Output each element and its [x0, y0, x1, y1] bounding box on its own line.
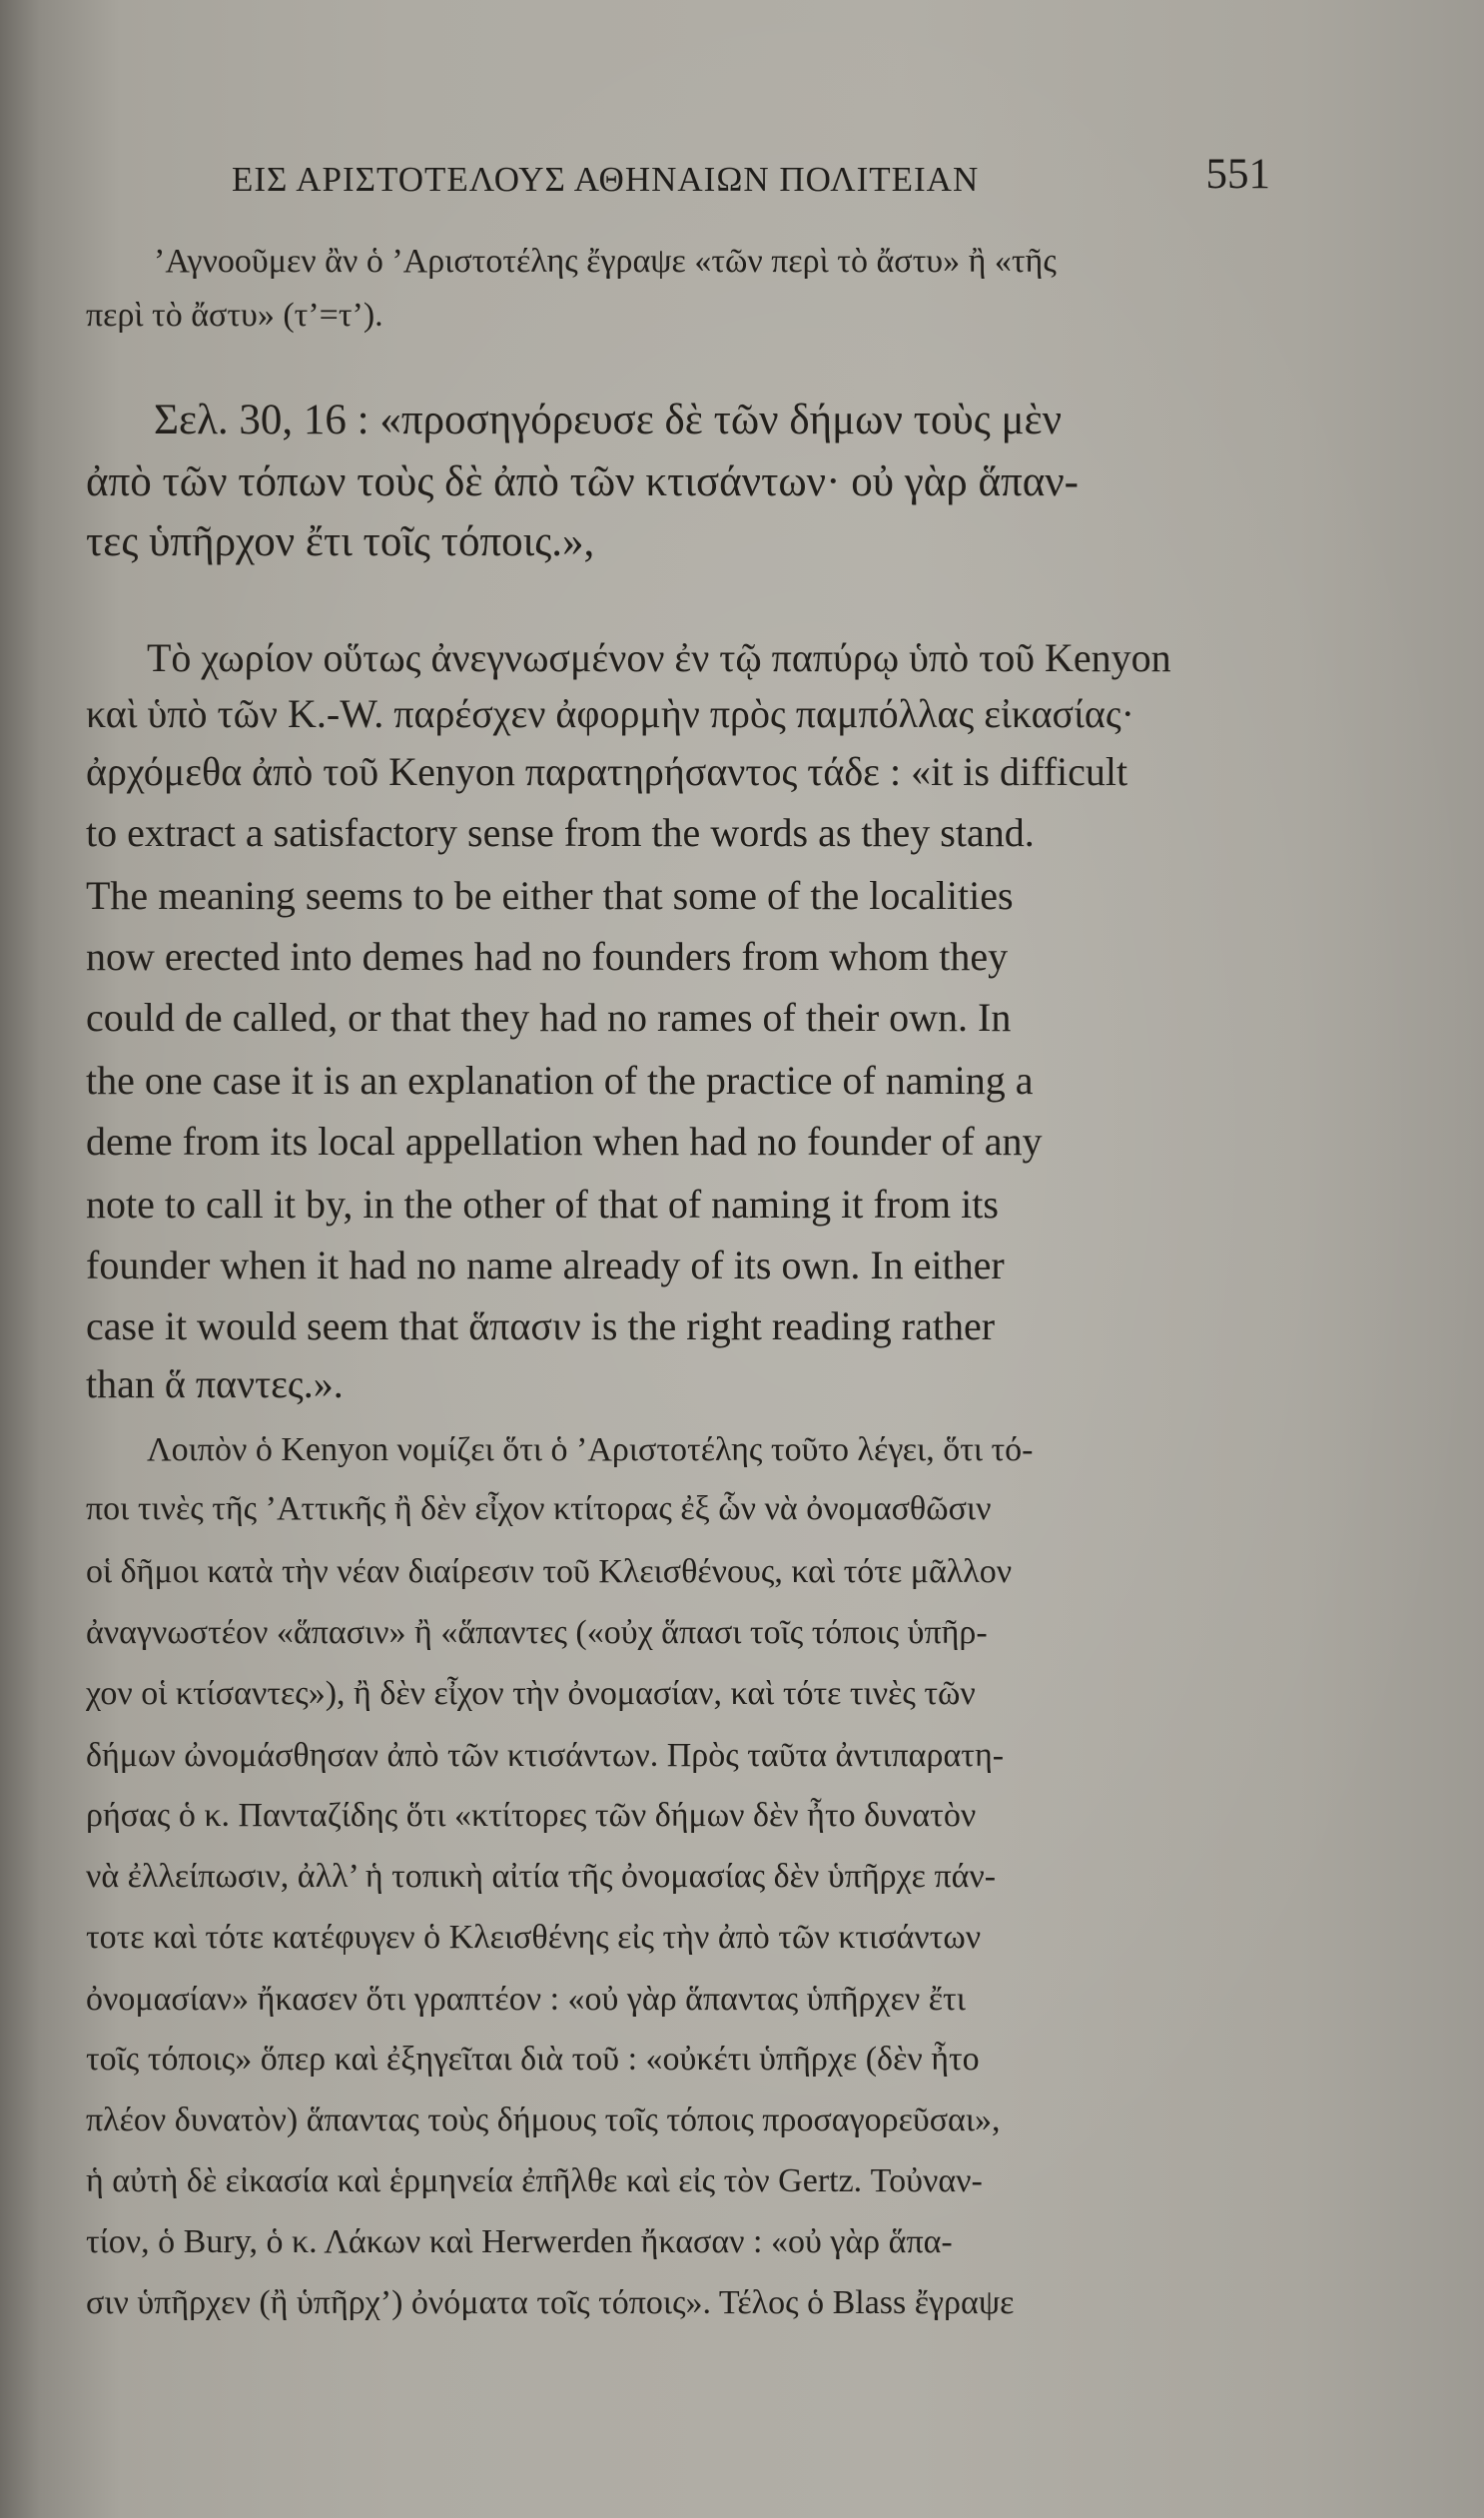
text-line: σιν ὑπῆρχεν (ἢ ὑπῆρχ’) ὀνόματα τοῖς τόποις». Τέλος ὁ Blass ἔγραψε: [86, 2284, 1015, 2321]
text-line: οἱ δῆμοι κατὰ τὴν νέαν διαίρεσιν τοῦ Κλεισθένους, καὶ τότε μᾶλλον: [86, 1553, 1013, 1590]
text-line: ποι τινὲς τῆς ’Αττικῆς ἢ δὲν εἶχον κτίτορας ἐξ ὧν νὰ ὀνομασθῶσιν: [86, 1490, 992, 1527]
page-number: 551: [1205, 151, 1270, 198]
text-line: than ἅ παντες.».: [86, 1361, 344, 1406]
text-line: περὶ τὸ ἄστυ» (τ’=τ’).: [86, 297, 383, 334]
text-line: χον οἱ κτίσαντες»), ἢ δὲν εἶχον τὴν ὀνομασίαν, καὶ τότε τινὲς τῶν: [86, 1675, 976, 1712]
text-line: The meaning seems to be either that some of the localities: [86, 873, 1014, 918]
text-line: ἀρχόμεθα ἀπὸ τοῦ Kenyon παρατηρήσαντος τάδε : «it is difficult: [86, 749, 1128, 794]
text-line: to extract a satisfactory sense from the words as they stand.: [86, 810, 1035, 855]
text-line: ὀνομασίαν» ἤκασεν ὅτι γραπτέον : «οὐ γὰρ ἅπαντας ὑπῆρχεν ἔτι: [86, 1981, 966, 2018]
text-line: ἀπὸ τῶν τόπων τοὺς δὲ ἀπὸ τῶν κτισάντων· οὐ γὰρ ἅπαν-: [86, 458, 1079, 505]
running-head: ΕΙΣ ΑΡΙΣΤΟΤΕΛΟΥΣ ΑΘΗΝΑΙΩΝ ΠΟΛΙΤΕΙΑΝ: [232, 160, 980, 199]
text-line: τες ὑπῆρχον ἔτι τοῖς τόποις.»,: [86, 518, 595, 565]
text-line: ἡ αὐτὴ δὲ εἰκασία καὶ ἑρμηνεία ἐπῆλθε καὶ εἰς τὸν Gertz. Τοὐναν-: [86, 2162, 983, 2199]
text-line: τοτε καὶ τότε κατέφυγεν ὁ Κλεισθένης εἰς τὴν ἀπὸ τῶν κτισάντων: [86, 1919, 982, 1956]
text-line: ρήσας ὁ κ. Πανταζίδης ὅτι «κτίτορες τῶν δήμων δὲν ἦτο δυνατὸν: [86, 1797, 977, 1834]
text-line: now erected into demes had no founders from whom they: [86, 934, 1009, 979]
text-line: δήμων ὠνομάσθησαν ἀπὸ τῶν κτισάντων. Πρὸς ταῦτα ἀντιπαρατη-: [86, 1737, 1005, 1774]
text-line: Λοιπὸν ὁ Kenyon νομίζει ὅτι ὁ ’Αριστοτέλης τοῦτο λέγει, ὅτι τό-: [147, 1431, 1034, 1468]
text-line: ’Αγνοοῦμεν ἂν ὁ ’Αριστοτέλης ἔγραψε «τῶν περὶ τὸ ἄστυ» ἢ «τῆς: [154, 243, 1057, 280]
page-header: [232, 150, 1270, 210]
text-line: the one case it is an explanation of the practice of naming a: [86, 1058, 1034, 1103]
text-line: τίον, ὁ Bury, ὁ κ. Λάκων καὶ Herwerden ἤκασαν : «οὐ γὰρ ἅπα-: [86, 2223, 953, 2260]
text-line: founder when it had no name already of its own. In either: [86, 1243, 1005, 1287]
text-line: πλέον δυνατὸν) ἅπαντας τοὺς δήμους τοῖς τόποις προσαγορεῦσαι»,: [86, 2101, 1001, 2138]
text-line: Τὸ χωρίον οὕτως ἀνεγνωσμένον ἐν τῷ παπύρῳ ὑπὸ τοῦ Kenyon: [147, 635, 1171, 680]
text-line: case it would seem that ἅπασιν is the right reading rather: [86, 1303, 996, 1348]
text-line: could de called, or that they had no rames of their own. In: [86, 995, 1012, 1040]
text-line: καὶ ὑπὸ τῶν K.-W. παρέσχεν ἀφορμὴν πρὸς παμπόλλας εἰκασίας·: [86, 691, 1134, 736]
text-line: note to call it by, in the other of that of naming it from its: [86, 1182, 999, 1227]
text-line: νὰ ἐλλείπωσιν, ἀλλ’ ἡ τοπικὴ αἰτία τῆς ὀνομασίας δὲν ὑπῆρχε πάν-: [86, 1858, 997, 1895]
text-line: τοῖς τόποις» ὅπερ καὶ ἐξηγεῖται διὰ τοῦ : «οὐκέτι ὑπῆρχε (δὲν ἦτο: [86, 2041, 980, 2078]
text-line: ἀναγνωστέον «ἅπασιν» ἢ «ἅπαντες («οὐχ ἅπασι τοῖς τόποις ὑπῆρ-: [86, 1614, 988, 1651]
text-line: deme from its local appellation when had no founder of any: [86, 1119, 1043, 1164]
text-line: Σελ. 30, 16 : «προσηγόρευσε δὲ τῶν δήμων τοὺς μὲν: [154, 397, 1063, 443]
